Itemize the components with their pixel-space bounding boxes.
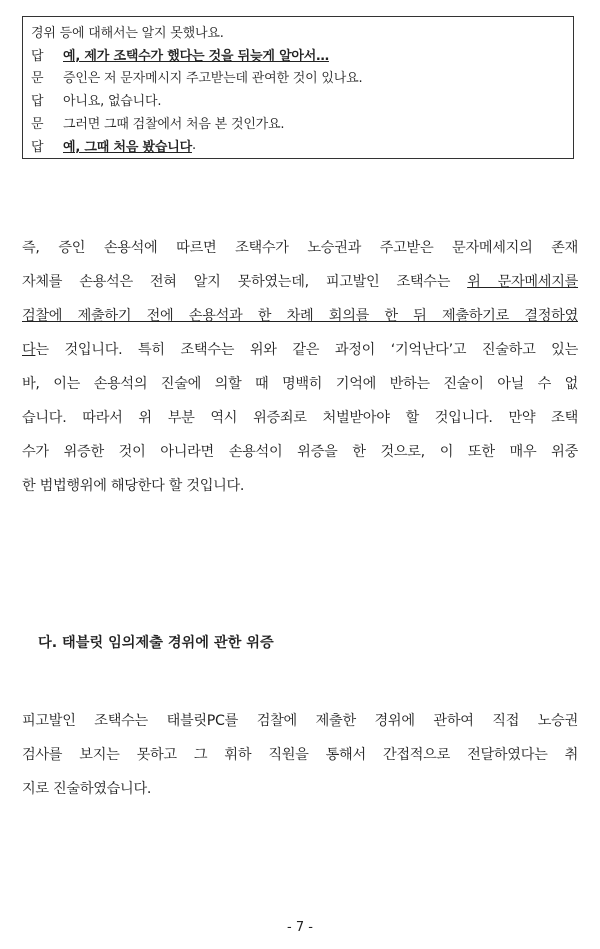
underlined-text: 다	[22, 342, 36, 358]
paragraph-line: 지로 진술하였습니다.	[22, 781, 152, 797]
transcript-text: 경위 등에 대해서는 알지 못했나요.	[31, 25, 224, 41]
answer-marker: 답	[31, 139, 44, 155]
transcript-text: 예, 그때 처음 봤습니다	[63, 139, 192, 155]
body-paragraph-1	[22, 231, 578, 503]
paragraph-line: 습니다. 따라서 위 부분 역시 위증죄로 처벌받아야 할 것입니다. 만약 조택	[22, 410, 578, 426]
body-paragraph-2	[22, 704, 578, 806]
transcript-period: .	[191, 137, 196, 153]
transcript-box	[22, 16, 574, 159]
page-number: - 7 -	[287, 920, 313, 935]
paragraph-line: 한 범법행위에 해당한다 할 것입니다.	[22, 478, 245, 494]
underlined-text: 검찰에 제출하기 전에 손용석과 한 차례 회의를 한 뒤 제출하기로 결정하였	[22, 308, 578, 324]
transcript-line	[31, 111, 565, 134]
answer-marker: 답	[31, 48, 44, 64]
answer-marker: 답	[31, 94, 44, 110]
paragraph-line	[22, 333, 578, 367]
paragraph-line: 즉, 증인 손용석에 따르면 조택수가 노승권과 주고받은 문자메세지의 존재	[22, 240, 578, 256]
question-marker: 문	[31, 71, 44, 87]
paragraph-line: 수가 위증한 것이 아니라면 손용석이 위증을 한 것으로, 이 또한 매우 위중	[22, 444, 578, 460]
paragraph-line	[22, 265, 578, 299]
underlined-text: 위 문자메세지를	[467, 274, 579, 290]
transcript-text: 증인은 저 문자메시지 주고받는데 관여한 것이 있나요.	[63, 71, 363, 87]
paragraph-line: 피고발인 조택수는 태블릿PC를 검찰에 제출한 경위에 관하여 직접 노승권	[22, 713, 578, 729]
paragraph-line: 바, 이는 손용석의 진술에 의할 때 명백히 기억에 반하는 진술이 아닐 수 없	[22, 376, 578, 392]
paragraph-line: 검사를 보지는 못하고 그 휘하 직원을 통해서 간접적으로 전달하였다는 취	[22, 747, 578, 763]
transcript-text: 예, 제가 조택수가 했다는 것을 뒤늦게 알아서…	[63, 48, 329, 64]
transcript-line	[31, 88, 565, 111]
paragraph-line	[22, 299, 578, 333]
transcript-line	[31, 66, 565, 89]
section-heading: 다. 태블릿 임의제출 경위에 관한 위증	[38, 635, 274, 651]
transcript-line	[31, 134, 565, 157]
transcript-text: 그러면 그때 검찰에서 처음 본 것인가요.	[63, 117, 285, 133]
question-marker: 문	[31, 117, 44, 133]
line-text: 자체를 손용석은 전혀 알지 못하였는데, 피고발인 조택수는	[22, 274, 468, 290]
transcript-line	[31, 43, 565, 66]
transcript-text: 아니요, 없습니다.	[63, 94, 162, 110]
line-text: 는 것입니다. 특히 조택수는 위와 같은 과정이 ‘기억난다’고 진술하고 있는	[35, 342, 578, 358]
transcript-line	[31, 20, 565, 43]
